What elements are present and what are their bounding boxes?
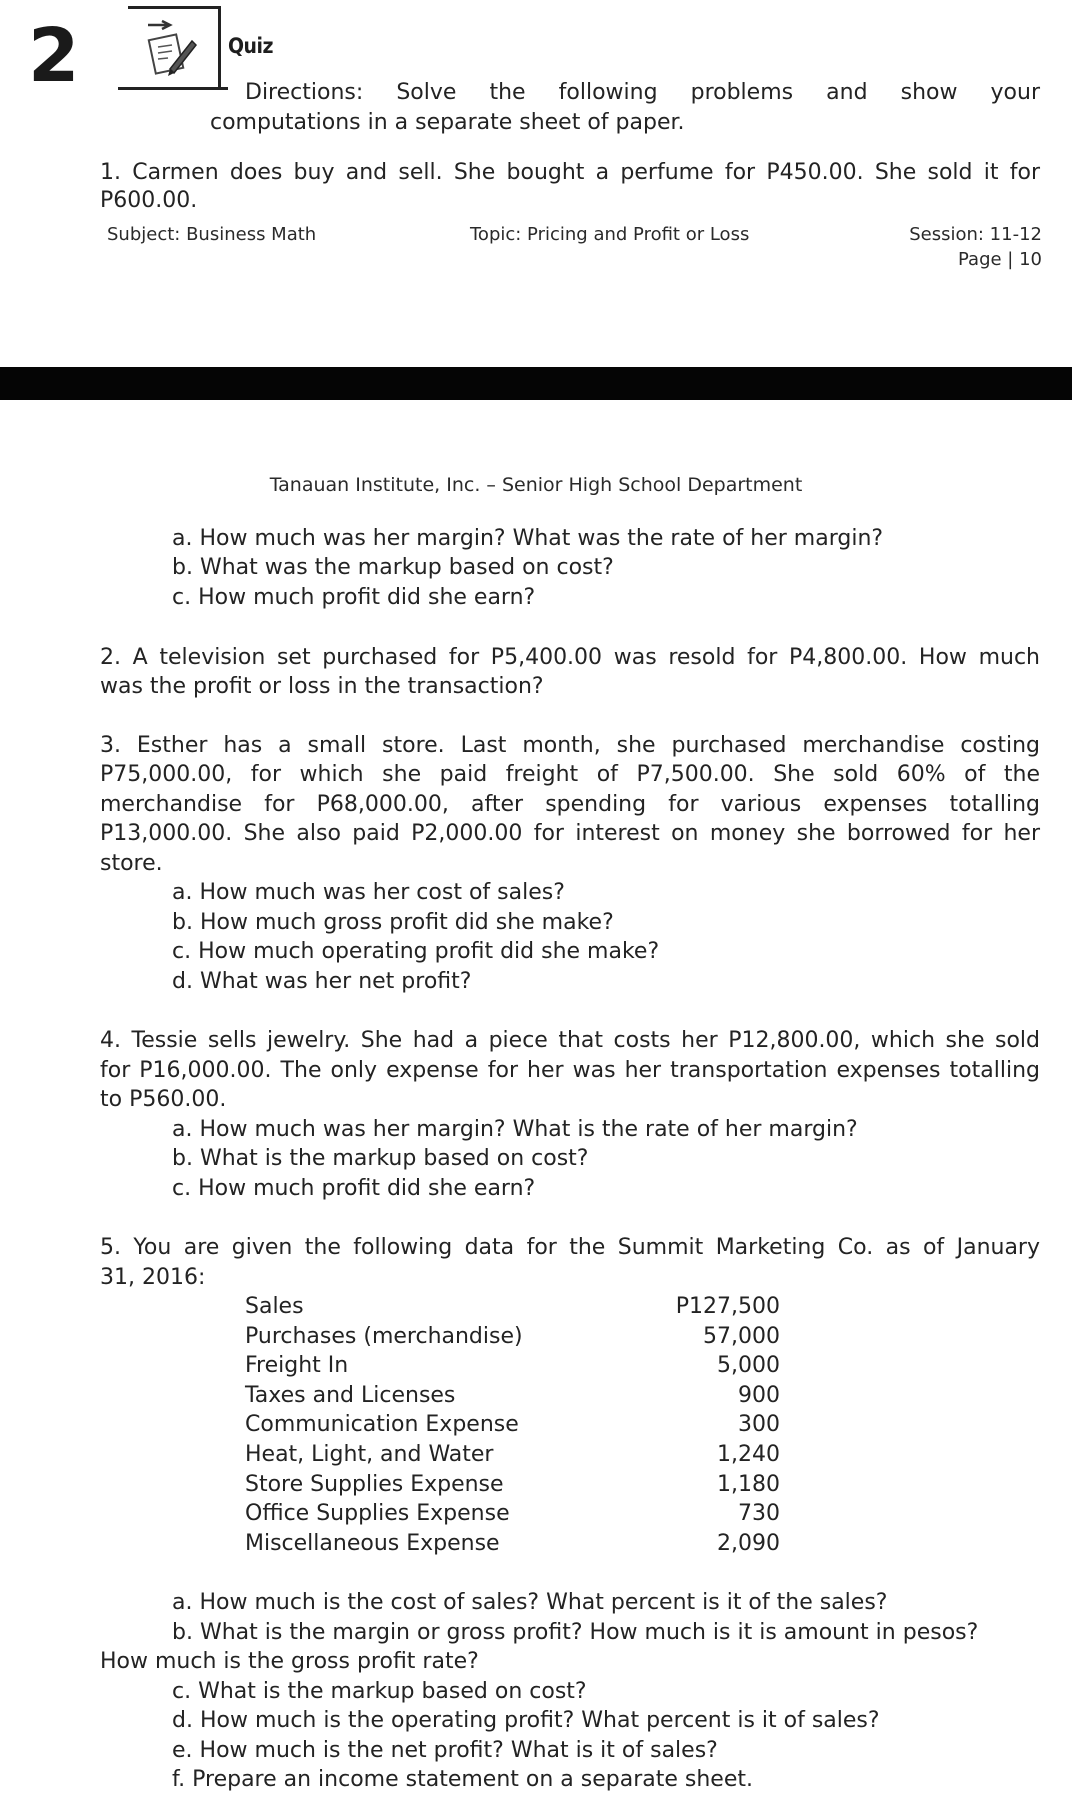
quiz-number: 2: [28, 13, 80, 99]
table-row: [245, 1292, 780, 1322]
problem-4-line-1: 4. Tessie sells jewelry. She had a piece that costs her P12,800.00, which she sold: [100, 1028, 1040, 1053]
footer-session: Session: 11-12: [909, 224, 1042, 245]
problem-1c: c. How much profit did she earn?: [172, 585, 536, 610]
table-row: [245, 1499, 780, 1529]
row-label: Office Supplies Expense: [245, 1501, 510, 1527]
problem-1-line-2: P600.00.: [100, 188, 198, 213]
problem-2-line-1: 2. A television set purchased for P5,400.00 was resold for P4,800.00. How much: [100, 645, 1040, 670]
problem-3-line-1: 3. Esther has a small store. Last month, she purchased merchandise costing: [100, 733, 1040, 758]
problem-3-line-4: P13,000.00. She also paid P2,000.00 for interest on money she borrowed for her: [100, 821, 1040, 846]
problem-4-line-2: for P16,000.00. The only expense for her was her transportation expenses totalling: [100, 1058, 1040, 1083]
table-row: [245, 1410, 780, 1440]
footer-topic: Topic: Pricing and Profit or Loss: [470, 224, 750, 245]
directions-line-1: Directions: Solve the following problems and show your: [245, 80, 1040, 105]
row-value: 900: [738, 1382, 780, 1408]
row-value: 57,000: [703, 1323, 780, 1349]
table-row: [245, 1381, 780, 1411]
footer-subject: Subject: Business Math: [107, 224, 317, 245]
table-row: [245, 1440, 780, 1470]
row-value: 1,240: [717, 1441, 780, 1467]
problem-1a: a. How much was her margin? What was the rate of her margin?: [172, 526, 884, 551]
row-label: Miscellaneous Expense: [245, 1530, 500, 1556]
problem-5c: c. What is the markup based on cost?: [172, 1679, 587, 1704]
problem-5a: a. How much is the cost of sales? What percent is it of the sales?: [172, 1590, 888, 1615]
problem-3-line-2: P75,000.00, for which she paid freight of P7,500.00. She sold 60% of the: [100, 762, 1040, 787]
problem-5e: e. How much is the net profit? What is it of sales?: [172, 1738, 718, 1763]
problem-5f: f. Prepare an income statement on a separate sheet.: [172, 1767, 753, 1792]
row-value: P127,500: [675, 1294, 780, 1319]
problem-3d: d. What was her net profit?: [172, 969, 472, 994]
problem-4a: a. How much was her margin? What is the rate of her margin?: [172, 1117, 858, 1142]
problem-5-line-1: 5. You are given the following data for the Summit Marketing Co. as of January: [100, 1235, 1040, 1260]
problem-5d: d. How much is the operating profit? What percent is it of sales?: [172, 1708, 880, 1733]
summit-data-table: [245, 1292, 780, 1558]
problem-3-line-5: store.: [100, 851, 163, 876]
problem-5-line-2: 31, 2016:: [100, 1265, 206, 1290]
row-label: Store Supplies Expense: [245, 1471, 504, 1497]
page-break-band: [0, 367, 1072, 400]
problem-1-line-1: 1. Carmen does buy and sell. She bought a perfume for P450.00. She sold it for: [100, 160, 1040, 185]
directions-line-2: computations in a separate sheet of paper.: [210, 110, 685, 135]
problem-4c: c. How much profit did she earn?: [172, 1176, 536, 1201]
problem-4-line-3: to P560.00.: [100, 1087, 227, 1112]
pencil-writing-icon: [140, 19, 200, 79]
row-label: Communication Expense: [245, 1412, 519, 1438]
row-value: 5,000: [717, 1353, 780, 1379]
school-header: Tanauan Institute, Inc. – Senior High School Department: [269, 474, 803, 496]
problem-3c: c. How much operating profit did she make?: [172, 939, 660, 964]
problem-3-line-3: merchandise for P68,000.00, after spending for various expenses totalling: [100, 792, 1040, 817]
row-label: Purchases (merchandise): [245, 1323, 523, 1349]
problem-1b: b. What was the markup based on cost?: [172, 555, 614, 580]
table-row: [245, 1322, 780, 1352]
table-row: [245, 1470, 780, 1500]
problem-5b-line-1: b. What is the margin or gross profit? How much is it is amount in pesos?: [172, 1620, 979, 1645]
row-label: Taxes and Licenses: [245, 1382, 456, 1408]
quiz-title: Quiz: [228, 34, 273, 58]
quiz-icon-frame: [128, 6, 221, 87]
row-value: 730: [738, 1501, 780, 1527]
row-label: Heat, Light, and Water: [245, 1441, 494, 1467]
footer-page-number: Page | 10: [958, 249, 1042, 270]
problem-5b-line-2: How much is the gross profit rate?: [100, 1649, 479, 1674]
table-row: [245, 1529, 780, 1559]
problem-3b: b. How much gross profit did she make?: [172, 910, 614, 935]
table-row: [245, 1351, 780, 1381]
problem-2-line-2: was the profit or loss in the transaction?: [100, 674, 544, 699]
row-value: 300: [738, 1412, 780, 1438]
row-value: 1,180: [717, 1471, 780, 1497]
row-label: Sales: [245, 1294, 304, 1319]
problem-3a: a. How much was her cost of sales?: [172, 880, 565, 905]
problem-4b: b. What is the markup based on cost?: [172, 1146, 589, 1171]
row-value: 2,090: [717, 1530, 780, 1556]
row-label: Freight In: [245, 1353, 349, 1379]
